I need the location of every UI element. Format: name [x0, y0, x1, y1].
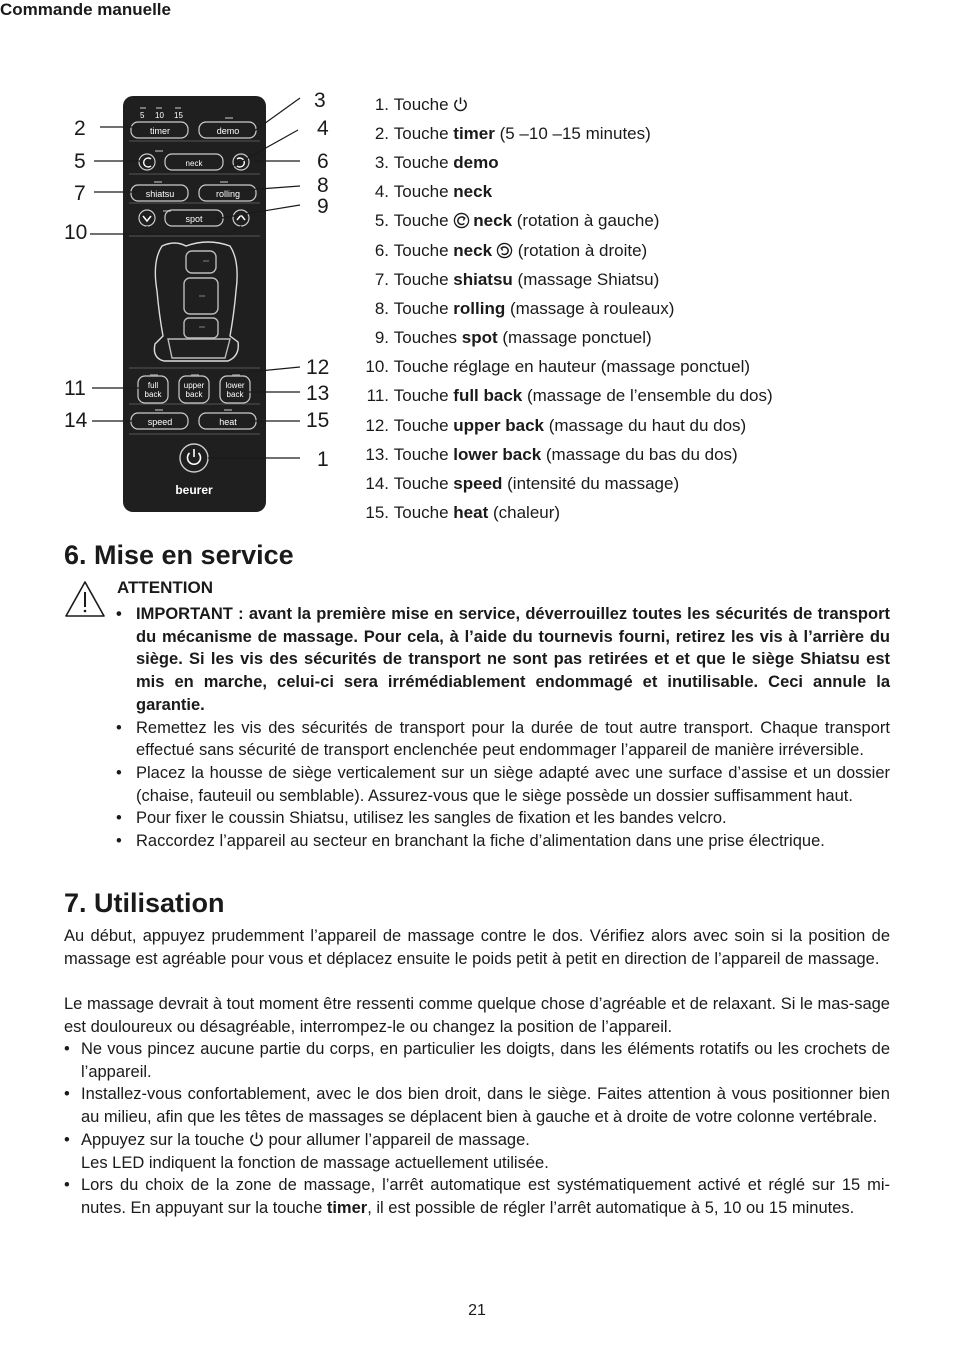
legend-item-number: 6.: [374, 240, 389, 260]
legend-item: [360, 148, 830, 177]
callout-7: 7: [74, 182, 86, 205]
legend-item-key: speed: [453, 474, 503, 494]
timer-mark-10: 10: [155, 111, 164, 120]
attention-bullet-list: [136, 603, 890, 853]
legend-item-key: neck: [453, 240, 493, 260]
paragraph-intro: Au début, appuyez prudemment l’appareil de massage contre le dos. Vérifiez alors avec soin si la position de massage est agréable pour vous et déplacez ensuite le poids petit à petit en direction de l’appareil de massage.: [64, 927, 890, 968]
legend-item-key: shiatsu: [453, 269, 513, 289]
legend-item-number: 7.: [374, 269, 389, 289]
legend-item: [360, 119, 830, 148]
legend-item-number: 12.: [365, 415, 389, 435]
rotate-left-icon: [453, 210, 470, 232]
power-icon: [453, 94, 468, 116]
legend-item-key: upper back: [453, 415, 544, 435]
bullet4-pre: Lors du choix de la zone de massage, l’arrêt automatique est systématiquement activé et réglé sur 15 mi-nutes. En appuyant sur la touche: [81, 1176, 890, 1217]
legend-item-number: 5.: [374, 211, 389, 231]
legend-item-text: Touches: [393, 328, 462, 348]
callout-12: 12: [306, 356, 330, 379]
legend-item-description: (chaleur): [488, 503, 561, 523]
page-number: 21: [468, 1302, 486, 1319]
legend-item-description: (massage du bas du dos): [541, 444, 738, 464]
timer-button-label: timer: [150, 126, 170, 136]
bullet4-bold: timer: [326, 1198, 368, 1217]
legend-item-description: (massage du haut du dos): [543, 415, 747, 435]
lower-back-label-1: lower: [225, 381, 245, 390]
legend-item-key: rolling: [453, 298, 506, 318]
legend-item-number: 8.: [374, 298, 389, 318]
full-back-label-1: full: [147, 381, 159, 390]
callout-11: 11: [64, 377, 86, 400]
legend-item-text: Touche: [393, 240, 454, 260]
legend-item: [360, 440, 830, 469]
legend-item-text: Touche: [393, 123, 454, 143]
legend-item-description: (massage ponctuel): [497, 328, 652, 348]
legend-item-text: Touche: [393, 503, 454, 523]
legend-item: [360, 353, 830, 382]
brand-logo: beurer: [175, 483, 213, 497]
paragraph-comfort: Le massage devrait à tout moment être ressenti comme quelque chose d’agréable et de relaxant. Si le mas-sage est douloureux ou désagréable, interrompez-le ou changez la position de l’appareil.: [64, 995, 890, 1036]
legend-item: [360, 178, 830, 207]
heat-button-label: heat: [219, 417, 237, 427]
timer-mark-15: 15: [174, 111, 183, 120]
timer-mark-5: 5: [140, 111, 145, 120]
legend-item: [360, 207, 830, 236]
remote-control-illustration: [60, 86, 340, 516]
list-item: [81, 1129, 890, 1174]
legend-item-number: 4.: [374, 182, 389, 202]
section-heading-manual-control: Commande manuelle: [0, 0, 171, 19]
callout-6: 6: [317, 150, 329, 173]
legend-item-description: (rotation à gauche): [512, 211, 660, 231]
warning-triangle-icon: [64, 580, 106, 618]
legend-item-number: 2.: [374, 123, 389, 143]
legend-item-key: neck: [453, 182, 493, 202]
spot-button-label: spot: [185, 214, 203, 224]
usage-bullet-list: [81, 1038, 890, 1220]
legend-item-text: Touche: [393, 415, 454, 435]
list-item: [81, 1174, 890, 1219]
legend-item-key: full back: [453, 386, 523, 406]
legend-item-text: Touche: [393, 386, 454, 406]
legend-item-text: Touche: [393, 444, 454, 464]
upper-back-label-1: upper: [183, 381, 205, 390]
legend-item: [360, 469, 830, 498]
legend-item-key: neck: [473, 211, 513, 231]
full-back-label-2: back: [144, 390, 162, 399]
legend-item: [360, 294, 830, 323]
rotate-right-icon: [496, 240, 513, 262]
callout-8: 8: [317, 174, 329, 197]
legend-item-text: Touche: [393, 152, 454, 172]
upper-back-label-2: back: [185, 390, 203, 399]
shiatsu-button-label: shiatsu: [145, 189, 175, 199]
callout-1: 1: [317, 448, 329, 471]
legend-item-description: (intensité du massage): [502, 474, 680, 494]
legend-item-text: Touche: [393, 298, 454, 318]
callout-9: 9: [317, 195, 329, 218]
list-item: • Raccordez l’appareil au secteur en branchant la fiche d’alimentation dans une prise électrique.: [136, 830, 890, 853]
attention-title: ATTENTION: [117, 578, 214, 597]
legend-item-description: (massage Shiatsu): [512, 269, 660, 289]
bullet4-post: , il est possible de régler l’arrêt automatique à 5, 10 ou 15 minutes.: [367, 1198, 855, 1217]
legend-item-key: timer: [453, 123, 495, 143]
remote-control-svg: [60, 86, 340, 516]
list-item: • Ne vous pincez aucune partie du corps, en particulier les doigts, dans les éléments rotatifs ou les crochets de l’appareil.: [81, 1038, 890, 1083]
rolling-button-label: rolling: [215, 189, 241, 199]
section-title-mise-en-service: 6. Mise en service: [64, 540, 294, 570]
callout-10: 10: [64, 221, 88, 244]
legend-item: [360, 90, 830, 119]
legend-item-text: Touche réglage en hauteur (massage ponctuel): [393, 357, 751, 377]
callout-3: 3: [314, 89, 326, 112]
callout-5: 5: [74, 150, 86, 173]
legend-item-number: 13.: [365, 444, 389, 464]
speed-button-label: speed: [147, 417, 173, 427]
bullet3-line2: Les LED indiquent la fonction de massage actuellement utilisée.: [81, 1153, 549, 1172]
legend-item-number: 3.: [374, 152, 389, 172]
bullet3-post: pour allumer l’appareil de massage.: [263, 1130, 530, 1149]
legend-item-number: 11.: [366, 386, 389, 406]
legend-item-text: Touche: [393, 94, 449, 114]
list-item: • Installez-vous confortablement, avec le dos bien droit, dans le siège. Faites attention à vous positionner bien au milieu, afin que les têtes de massages se déplacent bien à gauche et à droite de votre colonne vertébrale.: [81, 1083, 890, 1128]
legend-item: [360, 236, 830, 265]
legend-item-key: spot: [461, 328, 498, 348]
legend-item-key: lower back: [453, 444, 542, 464]
legend-item-number: 15.: [365, 503, 389, 523]
legend-item-text: Touche: [393, 211, 454, 231]
list-item: • Pour fixer le coussin Shiatsu, utilisez les sangles de fixation et les bandes velcro.: [136, 807, 890, 830]
callout-13: 13: [306, 382, 330, 405]
lower-back-label-2: back: [226, 390, 244, 399]
legend-item-key: demo: [453, 152, 499, 172]
bullet3-pre: Appuyez sur la touche: [81, 1130, 245, 1149]
legend-item: [360, 382, 830, 411]
list-item: • Remettez les vis des sécurités de transport pour la durée de tout autre transport. Chaque transport effectué sans sécurité de transport enclenchée peut endommager l’appareil de manière irréversible.: [136, 717, 890, 762]
list-item: • Placez la housse de siège verticalement sur un siège adapté avec une surface d’assise et un dossier (chaise, fauteuil ou semblable). Assurez-vous que le siège possède un dossier suffisamment haut.: [136, 762, 890, 807]
legend-item-description: (massage à rouleaux): [505, 298, 675, 318]
callout-2: 2: [74, 117, 86, 140]
legend-item-description: (5 –10 –15 minutes): [494, 123, 651, 143]
legend-item-text: Touche: [393, 474, 454, 494]
legend-item: [360, 411, 830, 440]
power-icon: [249, 1131, 264, 1147]
list-item: • IMPORTANT : avant la première mise en service, déverrouillez toutes les sécurités de transport du mécanisme de massage. Pour cela, à l’aide du tournevis fourni, retirez les vis à l’arrière du siège. Si les vis des sécurités de transport ne sont pas retirées et et que le siège Shiatsu est mis en marche, celui-ci sera irrémédiablement endommagé et inutilisable. Ceci annule la garantie.: [136, 603, 890, 717]
callout-4: 4: [317, 117, 329, 140]
neck-button-label: neck: [185, 159, 203, 168]
legend-item-text: Touche: [393, 269, 454, 289]
legend-item: [360, 265, 830, 294]
legend-item-description: (rotation à droite): [513, 240, 648, 260]
legend-item: [360, 499, 830, 528]
legend-item-description: (massage de l’ensemble du dos): [522, 386, 773, 406]
callout-14: 14: [64, 409, 88, 432]
demo-button-label: demo: [216, 126, 240, 136]
button-legend-list: [360, 90, 830, 528]
legend-item-number: 1.: [374, 94, 389, 114]
callout-15: 15: [306, 409, 330, 432]
legend-item-number: 10.: [365, 357, 389, 377]
legend-item: [360, 324, 830, 353]
legend-item-text: Touche: [393, 182, 454, 202]
legend-item-number: 9.: [374, 328, 389, 348]
legend-item-key: heat: [453, 503, 489, 523]
legend-item-number: 14.: [365, 474, 389, 494]
section-title-utilisation: 7. Utilisation: [64, 888, 225, 918]
